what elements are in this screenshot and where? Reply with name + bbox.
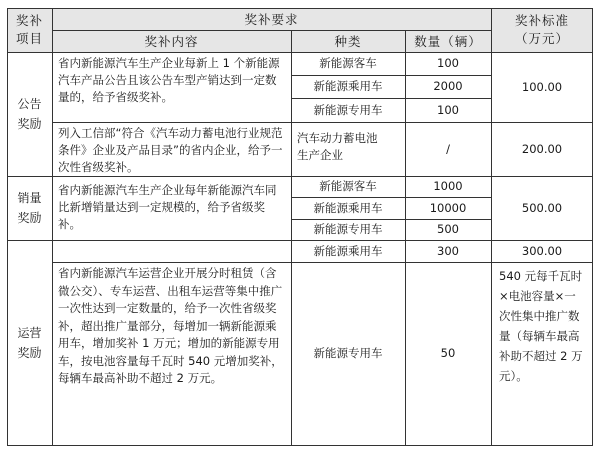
operation-type-passenger: 新能源乘用车 bbox=[313, 243, 383, 258]
announcement-item1-standard: 100.00 bbox=[521, 79, 563, 94]
sales-type-special: 新能源专用车 bbox=[313, 222, 383, 236]
announcement-type-passenger: 新能源乘用车 bbox=[313, 79, 383, 93]
header-requirements: 奖补要求 bbox=[244, 11, 299, 27]
announcement-type-bus: 新能源客车 bbox=[319, 56, 377, 70]
announcement-item2-qty: / bbox=[446, 141, 450, 156]
announcement-item2-standard: 200.00 bbox=[521, 141, 563, 156]
announcement-qty-bus: 100 bbox=[437, 56, 459, 70]
announcement-item2-content: 列入工信部“符合《汽车动力蓄电池行业规范条件》企业及产品目录”的省内企业，给予一次性省级奖补。 bbox=[58, 126, 283, 174]
sales-qty-passenger: 10000 bbox=[429, 200, 467, 215]
sales-type-passenger: 新能源乘用车 bbox=[313, 200, 383, 215]
sales-type-bus: 新能源客车 bbox=[319, 179, 377, 193]
sales-qty-special: 500 bbox=[437, 222, 459, 236]
operation-type-special: 新能源专用车 bbox=[313, 346, 383, 360]
header-project: 奖补 项目 bbox=[15, 13, 43, 46]
announcement-type-special: 新能源专用车 bbox=[313, 102, 383, 117]
operation-qty-special: 50 bbox=[440, 346, 456, 360]
header-content: 奖补内容 bbox=[144, 33, 199, 49]
operation-qty-passenger: 300 bbox=[437, 243, 459, 258]
announcement-item2-type: 汽车动力蓄电池 生产企业 bbox=[297, 131, 378, 162]
sales-standard: 500.00 bbox=[521, 200, 563, 215]
operation-standard-special: 540 元每千瓦时×电池容量×一次性集中推广数量（每辆车最高补助不超过 2 万元）。 bbox=[499, 269, 583, 383]
sales-content: 省内新能源汽车生产企业每年新能源汽车同比新增销量达到一定规模的，给予省级奖补。 bbox=[58, 183, 277, 231]
operation-content: 省内新能源汽车运营企业开展分时租赁（含微公交）、专车运营、出租车运营等集中推广一次性达到一定数量的，给予一次性省级奖补，超出推广量部分，每增加一辆新能源乘用车，增加奖补 1 万元；增加的新能源专用车，按电池容量每千瓦时 540 元增加奖补，每辆车最高补助不超过 2 万元。 bbox=[58, 266, 283, 385]
section-label-operation: 运营 奖励 bbox=[17, 325, 42, 360]
header-quantity: 数量（辆） bbox=[414, 33, 482, 49]
header-standard: 奖补标准 （万元） bbox=[514, 13, 569, 46]
announcement-qty-special: 100 bbox=[437, 102, 459, 117]
section-label-announcement: 公告 奖励 bbox=[17, 97, 42, 131]
sales-qty-bus: 1000 bbox=[433, 179, 463, 193]
operation-standard-passenger: 300.00 bbox=[521, 243, 563, 258]
section-label-sales: 销量 奖励 bbox=[17, 191, 42, 225]
header-type: 种类 bbox=[334, 33, 362, 49]
announcement-qty-passenger: 2000 bbox=[433, 79, 463, 93]
announcement-item1-content: 省内新能源汽车生产企业每新上 1 个新能源汽车产品公告且该公告车型产销达到一定数量的，给予省级奖补。 bbox=[58, 56, 280, 104]
